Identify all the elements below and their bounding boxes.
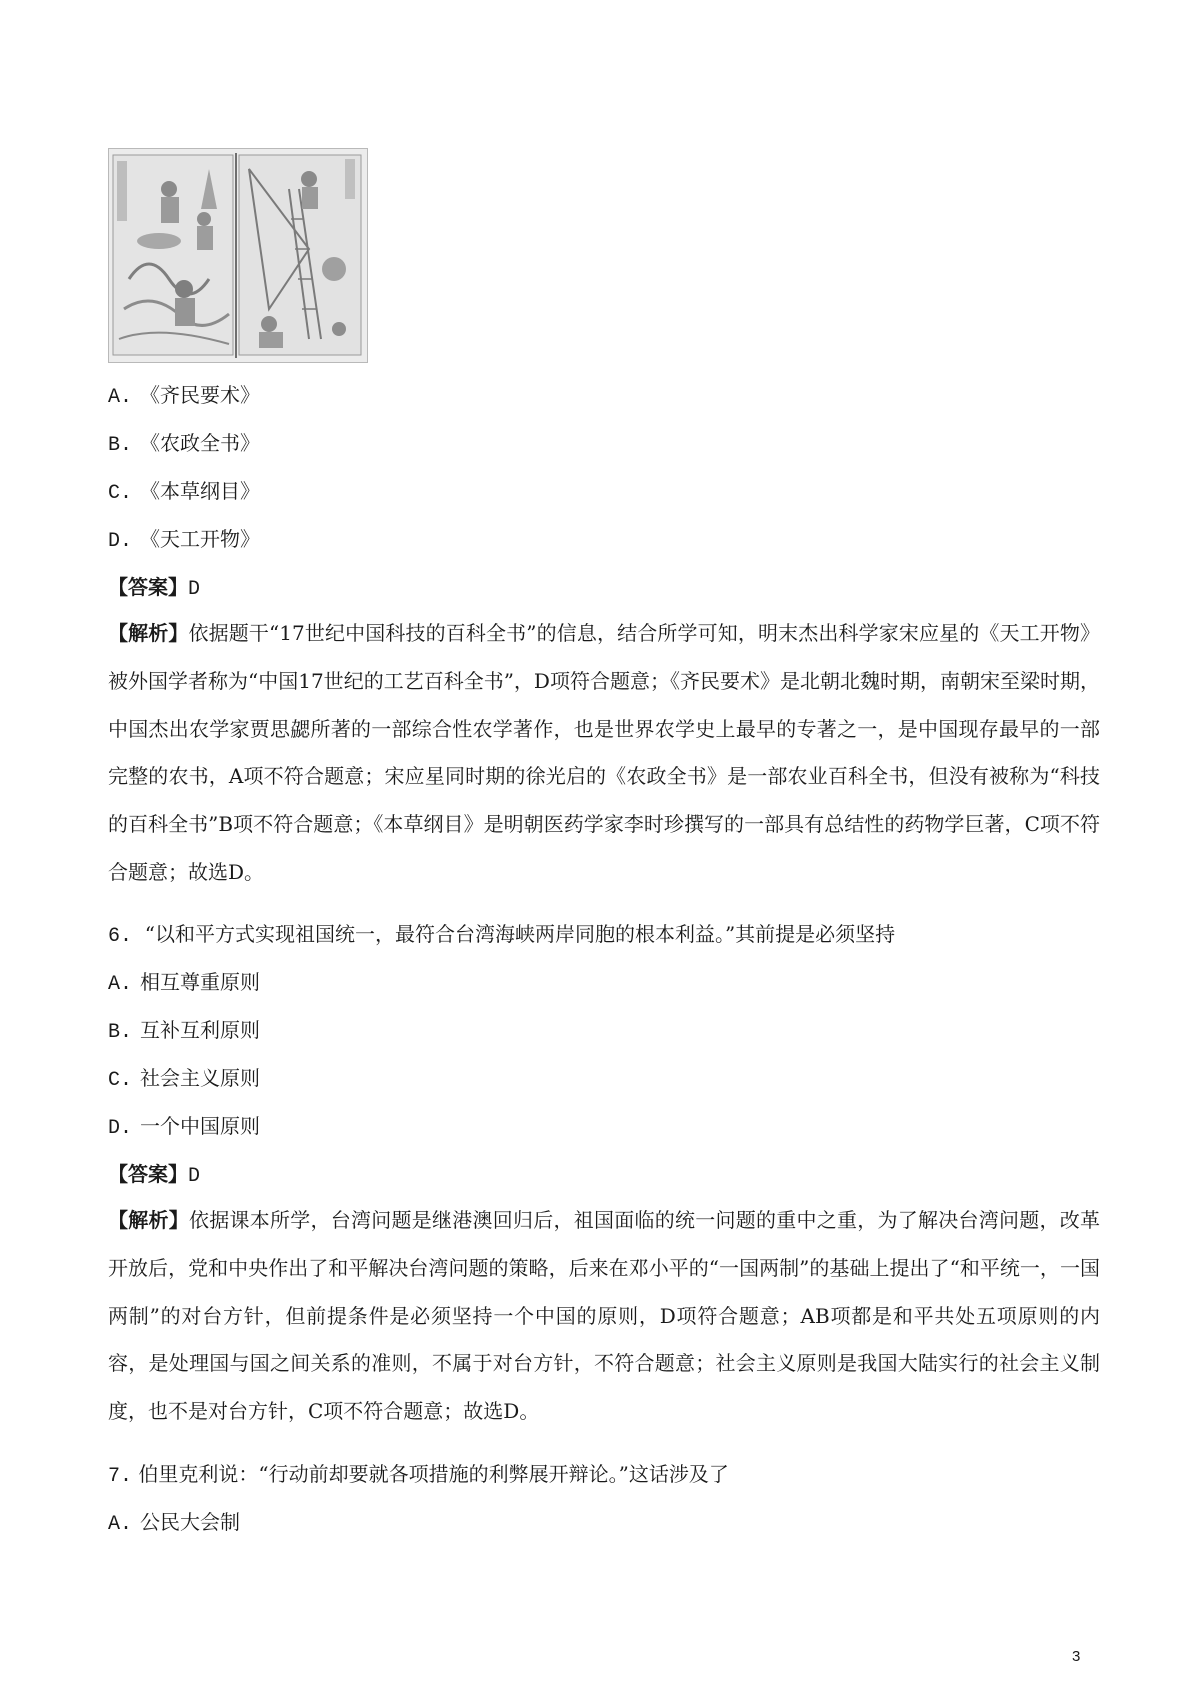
option-text: 相互尊重原则 [140,970,260,994]
analysis-text: 依据课本所学，台湾问题是继港澳回归后，祖国面临的统一问题的重中之重，为了解决台湾问题，改革开放后，党和中央作出了和平解决台湾问题的策略，后来在邓小平的“一国两制”的基础上提出了“和平统一，一国两制”的对台方针，但前提条件是必须坚持一个中国的原则，D项符合题意；AB项都是和平共处五项原则的内容，是处理国与国之间关系的准则，不属于对台方针，不符合题意；社会主义原则是我国大陆实行的社会主义制度，也不是对台方针，C项不符合题意；故选D。 [108,1208,1100,1424]
q5-option-c [108,479,260,506]
question-number: 6. [108,925,133,948]
q6-option-c [108,1066,260,1093]
option-letter: D. [108,1117,133,1140]
option-text: 《本草纲目》 [140,479,260,503]
option-text: 《天工开物》 [140,527,260,551]
analysis-text: 依据题干“17世纪中国科技的百科全书”的信息，结合所学可知，明末杰出科学家宋应星的《天工开物》被外国学者称为“中国17世纪的工艺百科全书”，D项符合题意；《齐民要术》是北朝北魏时期，南朝宋至梁时期，中国杰出农学家贾思勰所著的一部综合性农学著作，也是世界农学史上最早的专著之一，是中国现存最早的一部完整的农书，A项不符合题意；宋应星同时期的徐光启的《农政全书》是一部农业百科全书，但没有被称为“科技的百科全书”B项不符合题意；《本草纲目》是明朝医药学家李时珍撰写的一部具有总结性的药物学巨著，C项不符合题意；故选D。 [108,621,1100,884]
q6-answer [108,1162,200,1189]
q5-answer [108,575,200,602]
option-letter: A. [108,1513,133,1536]
book-illustration [108,148,368,363]
option-text: 《农政全书》 [140,431,260,455]
q6-option-a [108,970,260,997]
option-text: 社会主义原则 [140,1066,260,1090]
woodcut-image [109,149,367,362]
q7-stem [108,1462,729,1489]
question-number: 7. [108,1465,133,1488]
answer-tag: 【答案】 [108,1162,188,1186]
q6-analysis [108,1197,1100,1436]
option-letter: A. [108,973,133,996]
q5-analysis [108,610,1100,897]
option-letter: D. [108,530,133,553]
q5-option-a [108,383,260,410]
q5-option-d [108,527,260,554]
analysis-tag: 【解析】 [108,621,189,645]
q6-option-d [108,1114,260,1141]
option-letter: C. [108,1069,133,1092]
option-letter: A. [108,386,133,409]
question-text: “以和平方式实现祖国统一，最符合台湾海峡两岸同胞的根本利益。”其前提是必须坚持 [144,922,896,946]
question-text: 伯里克利说：“行动前却要就各项措施的利弊展开辩论。”这话涉及了 [138,1462,729,1486]
option-text: 互补互利原则 [140,1018,260,1042]
answer-tag: 【答案】 [108,575,188,599]
analysis-tag: 【解析】 [108,1208,189,1232]
option-letter: B. [108,1021,133,1044]
page-number: 3 [1072,1648,1081,1665]
answer-value: D [188,1165,201,1188]
option-text: 《齐民要术》 [140,383,260,407]
q6-stem [108,922,895,949]
q7-option-a [108,1510,240,1537]
option-letter: B. [108,434,133,457]
q6-option-b [108,1018,260,1045]
answer-value: D [188,578,201,601]
option-text: 公民大会制 [140,1510,240,1534]
option-text: 一个中国原则 [140,1114,260,1138]
option-letter: C. [108,482,133,505]
q5-option-b [108,431,260,458]
